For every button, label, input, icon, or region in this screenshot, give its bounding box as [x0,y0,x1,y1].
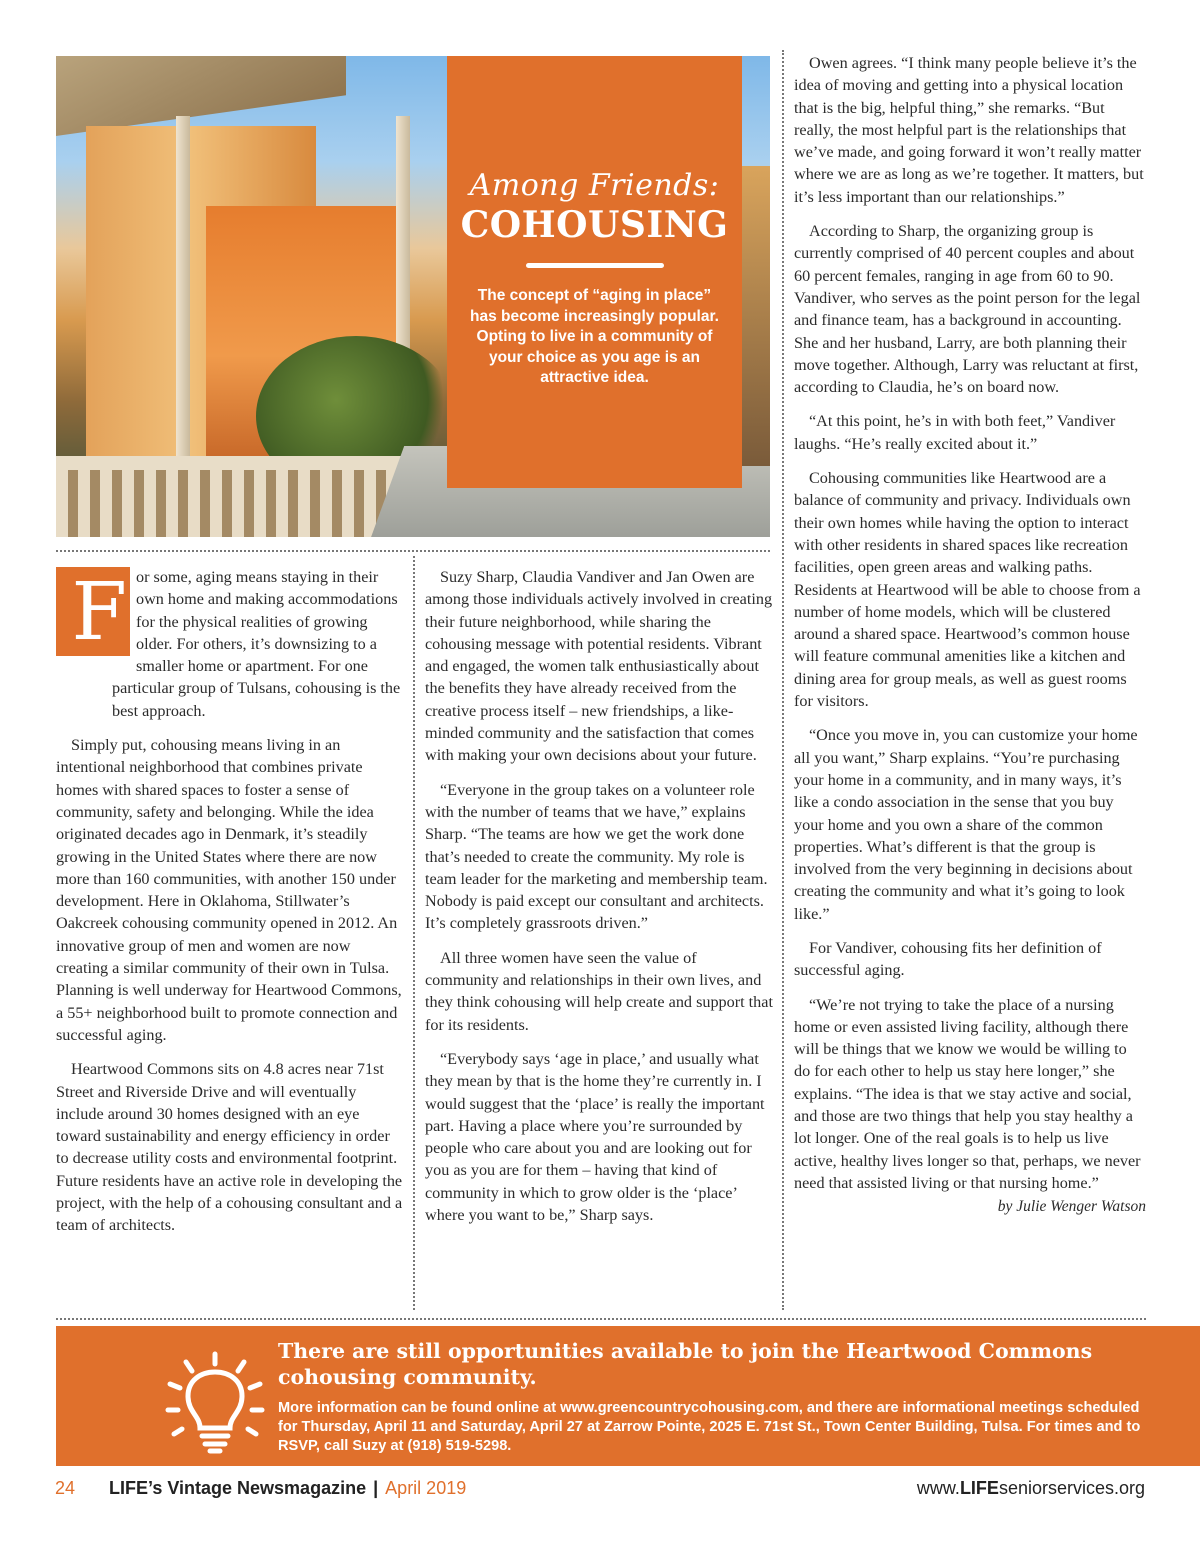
article-paragraph [56,566,406,722]
article-paragraph: “Everybody says ‘age in place,’ and usually what they mean by that is the home they’re currently in. I would suggest that the ‘place’ is really the important part. Having a place where you’re surrounded by people who care about you and are looking out for you as you are for them – having that kind of community in which to grow older is the ‘place’ where you want to be,” Sharp says. [425,1049,765,1225]
article-paragraph: All three women have seen the value of community and relationships in their own lives, and they think cohousing will help create and support that for its residents. [425,948,773,1034]
page-footer [0,1478,1200,1508]
site-suffix: seniorservices.org [998,1478,1145,1498]
article-column-2 [425,566,773,1238]
divider-above-infobox [56,1318,1146,1320]
article-paragraph: According to Sharp, the organizing group is currently comprised of 40 percent couples and about 60 percent females, ranging in age from 60 to 90. Vandiver, who serves as the point person for the legal and finance team, has a background in accounting. She and her husband, Larry, are both planning their move together. Although, Larry was reluctant at first, according to Claudia, he’s on board now. [794,222,1141,397]
article-title: COHOUSING [460,204,729,246]
lightbulb-icon [160,1350,270,1455]
issue-date: April 2019 [385,1478,467,1498]
site-brand: LIFE [959,1478,999,1498]
article-paragraph: “At this point, he’s in with both feet,” Vandiver laughs. “He’s really excited about it.” [794,412,1116,453]
title-banner [447,56,742,488]
byline: by Julie Wenger Watson [997,1198,1146,1216]
article-paragraph: “Once you move in, you can customize your home all you want,” Sharp explains. “You’re purchasing your home in a community, and in many ways, it’s like a condo association in the sense that you buy your home and you own a share of the common properties. What’s different is that the group is involved from the very beginning in decisions about creating the community and what it’s going to look like.” [794,726,1138,923]
magazine-name [109,1478,466,1499]
column-divider [413,556,415,1310]
page-number: 24 [55,1478,76,1498]
article-column-1 [56,566,406,1249]
article-paragraph: Suzy Sharp, Claudia Vandiver and Jan Owen are among those individuals actively involved in creating their future neighborhood, while sharing the cohousing message with potential residents. Vibrant and engaged, the women talk enthusiastically about the benefits they have already received from the creative process itself – new friendships, a like-minded community and the satisfaction that comes with making your own decisions about your future. [425,568,773,765]
divider-under-photo [56,550,770,552]
article-paragraph: Heartwood Commons sits on 4.8 acres near 71st Street and Riverside Drive and will eventually include around 30 homes designed with an eye toward sustainability and energy efficiency in order to decrease utility costs and environmental footprint. Future residents have an active role in developing the project, with the help of a cohousing consultant and a team of architects. [56,1060,403,1235]
footer-separator: | [373,1478,379,1498]
article-paragraph: For Vandiver, cohousing fits her definition of successful aging. [794,938,1102,980]
info-body: More information can be found online at www.greencountrycohousing.com, and there are informational meetings scheduled for Thursday, April 11 and Saturday, April 27 at Zarrow Pointe, 2025 E. 71st St., Town Center Building, Tulsa. For times and to RSVP, call Suzy at (918) 519-5298. [278,1400,1141,1454]
website-link[interactable] [917,1478,1145,1499]
banner-kicker: Among Friends: [469,168,720,203]
info-box [56,1326,1200,1466]
article-paragraph: Owen agrees. “I think many people believe it’s the idea of moving and getting into a physical location that is the big, helpful thing,” she remarks. “But really, the most helpful part is the relationships that we’ve made, and going forward it won’t really matter where we are as long as we’re together. It matters, but it’s less important than our relationships.” [794,54,1144,206]
banner-content [447,168,742,389]
article-paragraph: “We’re not trying to take the place of a nursing home or even assisted living facility, although there will be things that we know we would be willing to do for each other to help us stay here longer,” she explains. “The idea is that we stay active and social, and those are two things that help you stay healthy a lot longer. One of the real goals is to help us live active, healthy lives longer so that, perhaps, we never need that assisted living or that nursing home.” [794,995,1141,1192]
article-deck: The concept of “aging in place” has become increasingly popular. Opting to live in a community of your choice as you age is an attractive idea. [470,287,719,386]
banner-divider [526,263,664,268]
porch-roof [56,56,346,136]
site-prefix: www. [916,1478,960,1498]
article-column-3 [794,52,1146,1219]
porch-post [176,116,190,496]
article-paragraph: Simply put, cohousing means living in an intentional neighborhood that combines private homes with shared spaces to foster a sense of community, safety and belonging. While the idea originated decades ago in Denmark, it’s steadily growing in the United States where there are now more than 160 communities, with another 150 under development. Here in Oklahoma, Stillwater’s Oakcreek cohousing community opened in 2012. An innovative group of men and women are now creating a similar community of their own in Tulsa. Planning is well underway for Heartwood Commons, a 55+ neighborhood built to promote connection and successful aging. [56,736,402,1044]
article-paragraph: “Everyone in the group takes on a volunteer role with the number of teams that we have,” explains Sharp. “The teams are how we get the work done that’s needed to create the community. My role is team leader for the marketing and membership team. Nobody is paid except our consultant and architects. It’s completely grassroots driven.” [425,780,768,933]
drop-cap: F [56,567,130,656]
magazine-title: LIFE’s Vintage Newsmagazine [109,1478,367,1498]
article-paragraph: Cohousing communities like Heartwood are a balance of community and privacy. Individuals own their own homes while having the option to interact with other residents in shared spaces like recreation facilities, open green areas and walking paths. Residents at Heartwood will be able to choose from a number of home models, which will be clustered around a shared space. Heartwood’s common house will feature communal amenities like a kitchen and dining area for group meals, as well as guest rooms for visitors. [794,469,1141,711]
paragraph-text: or some, aging means staying in their own home and making accommodations for the physical realities of growing older. For others, it’s downsizing to a smaller home or apartment. For one particular group of Tulsans, cohousing is the best approach. [112,568,401,720]
info-headline: There are still opportunities available to join the Heartwood Commons cohousing community. [278,1339,1093,1389]
column-divider [782,50,784,1310]
